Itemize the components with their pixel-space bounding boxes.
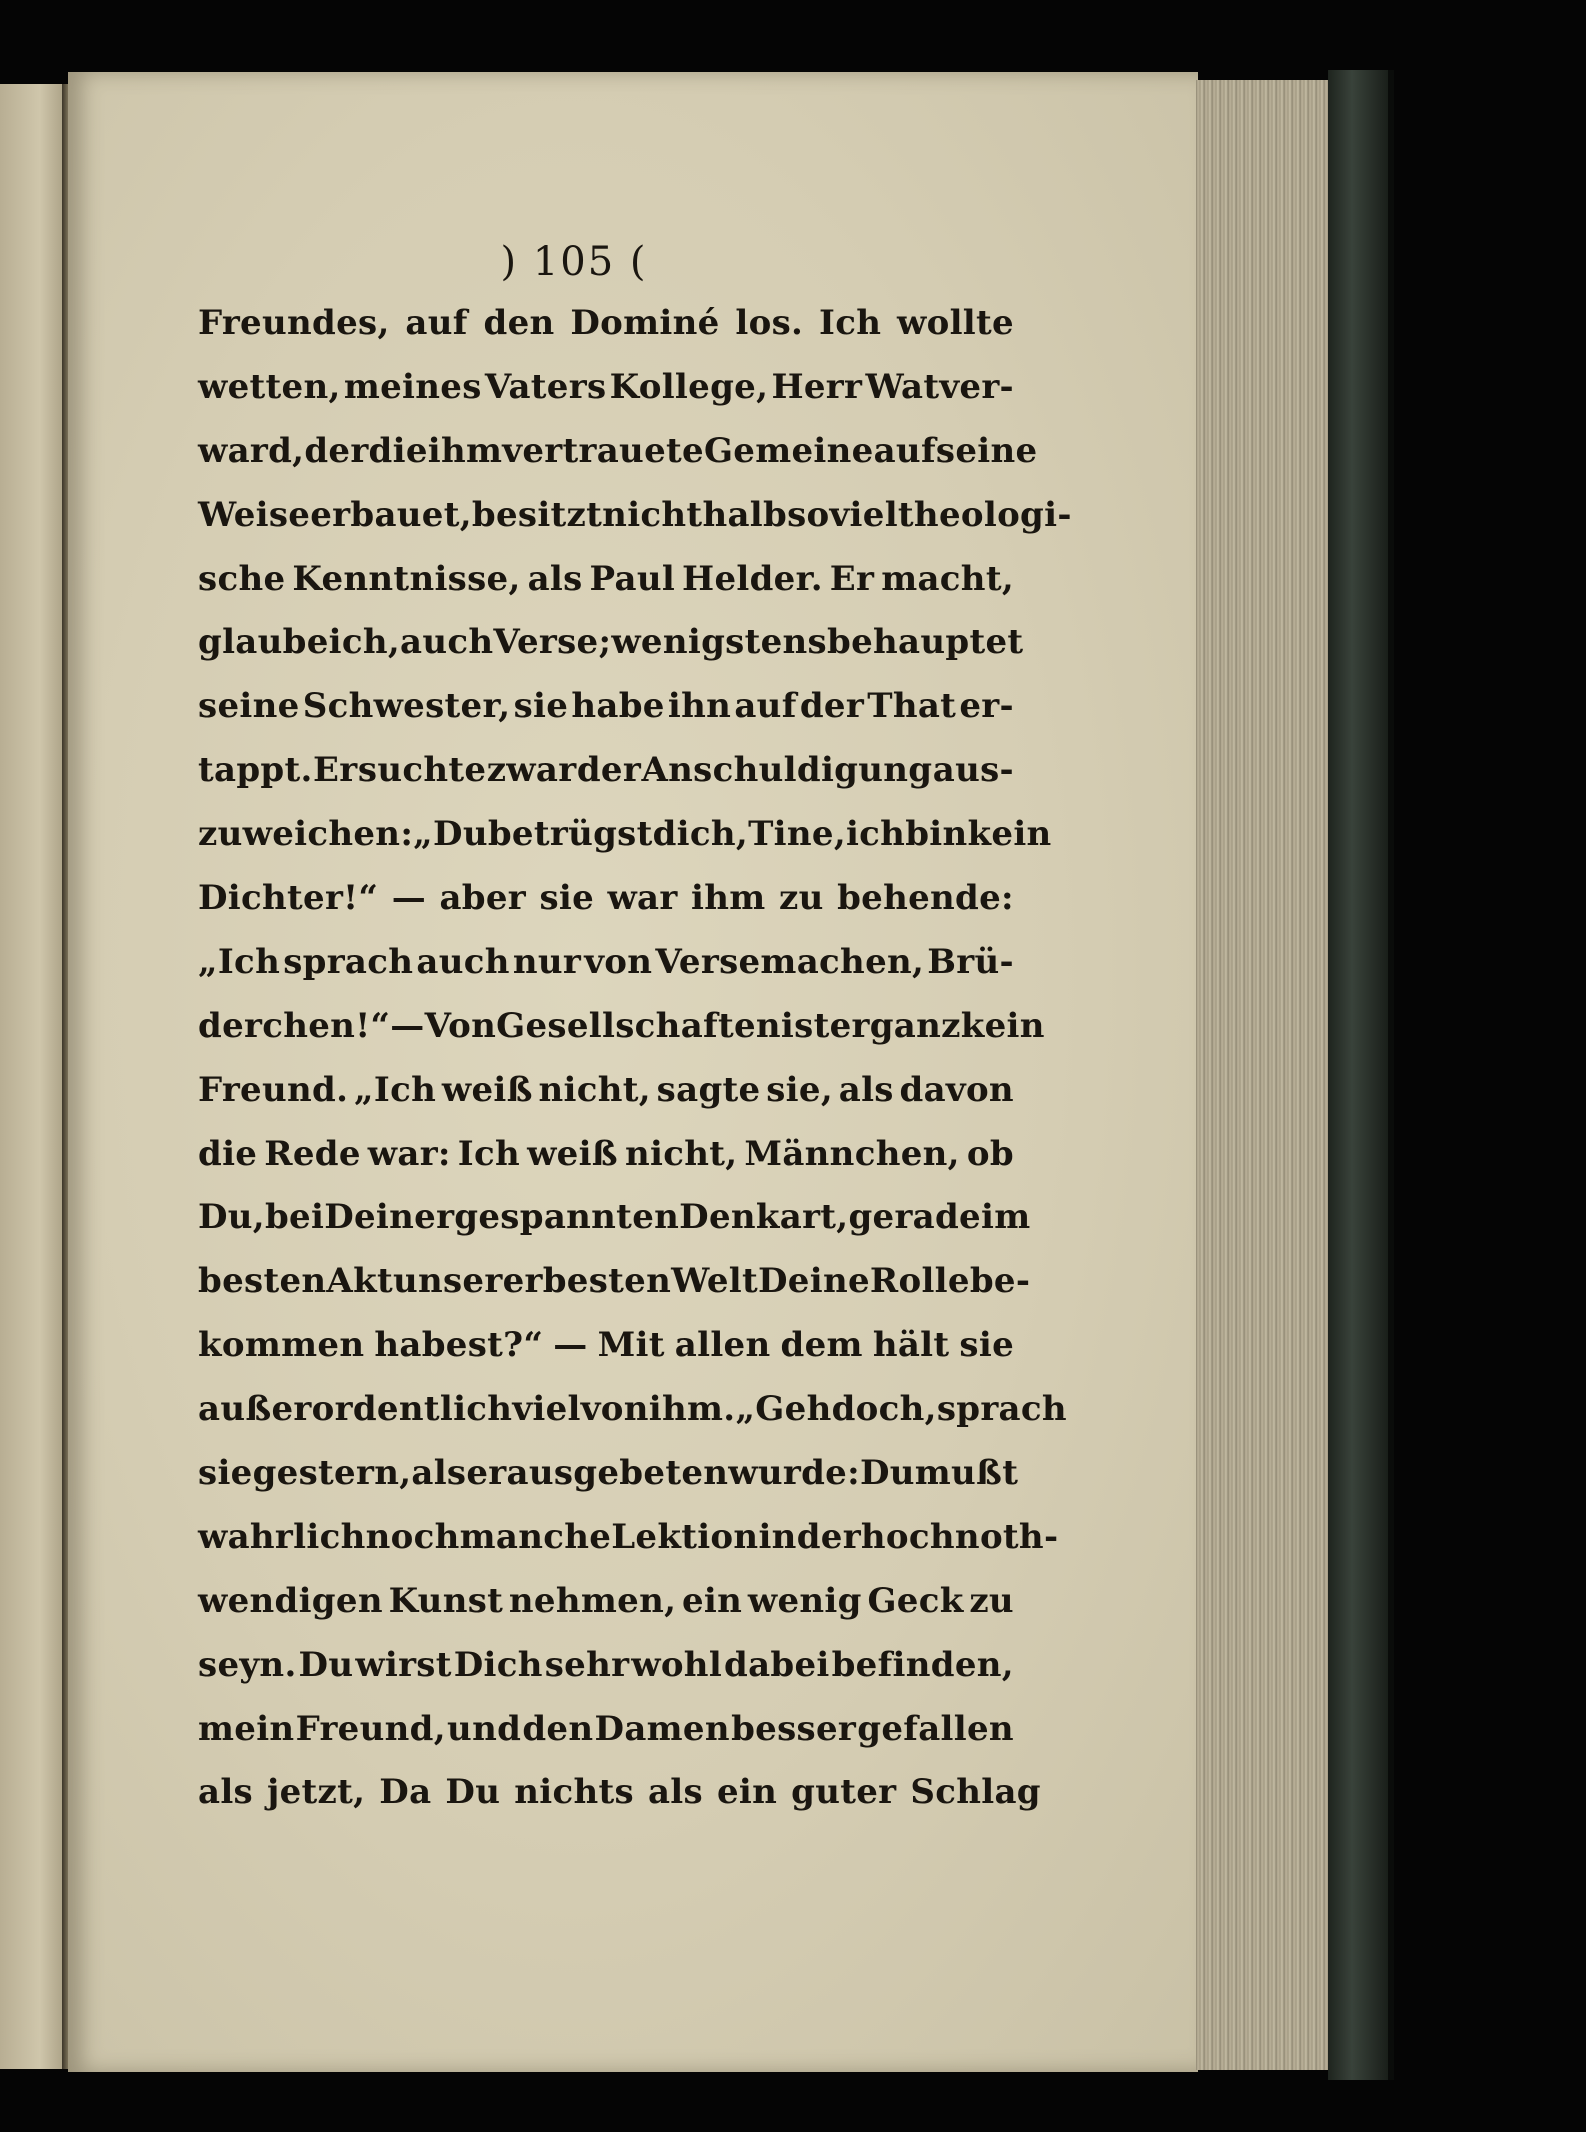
- text-line: sie gestern, als er ausgebeten wurde: Du mußt: [198, 1453, 1019, 1494]
- text-line: außerordentlich viel von ihm. „Geh doch, sprach: [198, 1389, 1067, 1430]
- text-line: seyn. Du wirst Dich sehr wohl dabei befinden,: [198, 1644, 1014, 1685]
- text-line: tappt. Er suchte zwar der Anschuldigung aus-: [198, 750, 1014, 791]
- text-lines: [198, 292, 1072, 1825]
- page-stack-edges: [1196, 80, 1328, 2070]
- text-line: Weise erbauet, besitzt nicht halb so viel theologi-: [198, 494, 1072, 535]
- text-line: sche Kenntnisse, als Paul Helder. Er macht,: [198, 558, 1014, 599]
- text-line: besten Akt unserer besten Welt Deine Rolle be-: [198, 1261, 1031, 1302]
- page-text: [198, 232, 1072, 1825]
- text-line: wendigen Kunst nehmen, ein wenig Geck zu: [198, 1580, 1014, 1621]
- text-line: kommen habest?“ — Mit allen dem hält sie: [198, 1325, 1014, 1366]
- text-line: derchen!“ — Von Gesellschaften ist er ganz kein: [198, 1005, 1045, 1046]
- text-line: Dichter!“ — aber sie war ihm zu behende:: [198, 878, 1014, 919]
- text-line: mein Freund, und den Damen besser gefallen: [198, 1708, 1014, 1749]
- text-line: Freundes, auf den Dominé los. Ich wollte: [198, 303, 1014, 343]
- text-line: „Ich sprach auch nur von Versemachen, Brü-: [198, 941, 1014, 982]
- page-number-header: ) 105 (: [500, 239, 648, 285]
- text-line: die Rede war: Ich weiß nicht, Männchen, ob: [198, 1133, 1014, 1174]
- book-cover-edge: [1328, 70, 1394, 2080]
- text-line: ward, der die ihm vertrauete Gemeine auf seine: [198, 430, 1038, 471]
- text-line: als jetzt, Da Du nichts als ein guter Schlag: [198, 1772, 1041, 1813]
- text-line: wetten, meines Vaters Kollege, Herr Watver-: [198, 366, 1014, 407]
- text-line: seine Schwester, sie habe ihn auf der That er-: [198, 686, 1014, 727]
- text-line: wahrlich noch manche Lektion in der hochnoth-: [198, 1516, 1059, 1557]
- text-line: Du, bei Deiner gespannten Denkart, gerade im: [198, 1197, 1031, 1238]
- text-line: Freund. „Ich weiß nicht, sagte sie, als davon: [198, 1069, 1014, 1110]
- previous-page-edge: [0, 84, 66, 2069]
- text-line: zuweichen: „Du betrügst dich, Tine, ich bin kein: [198, 814, 1052, 855]
- text-line: glaube ich, auch Verse; wenigstens behauptet: [198, 622, 1024, 663]
